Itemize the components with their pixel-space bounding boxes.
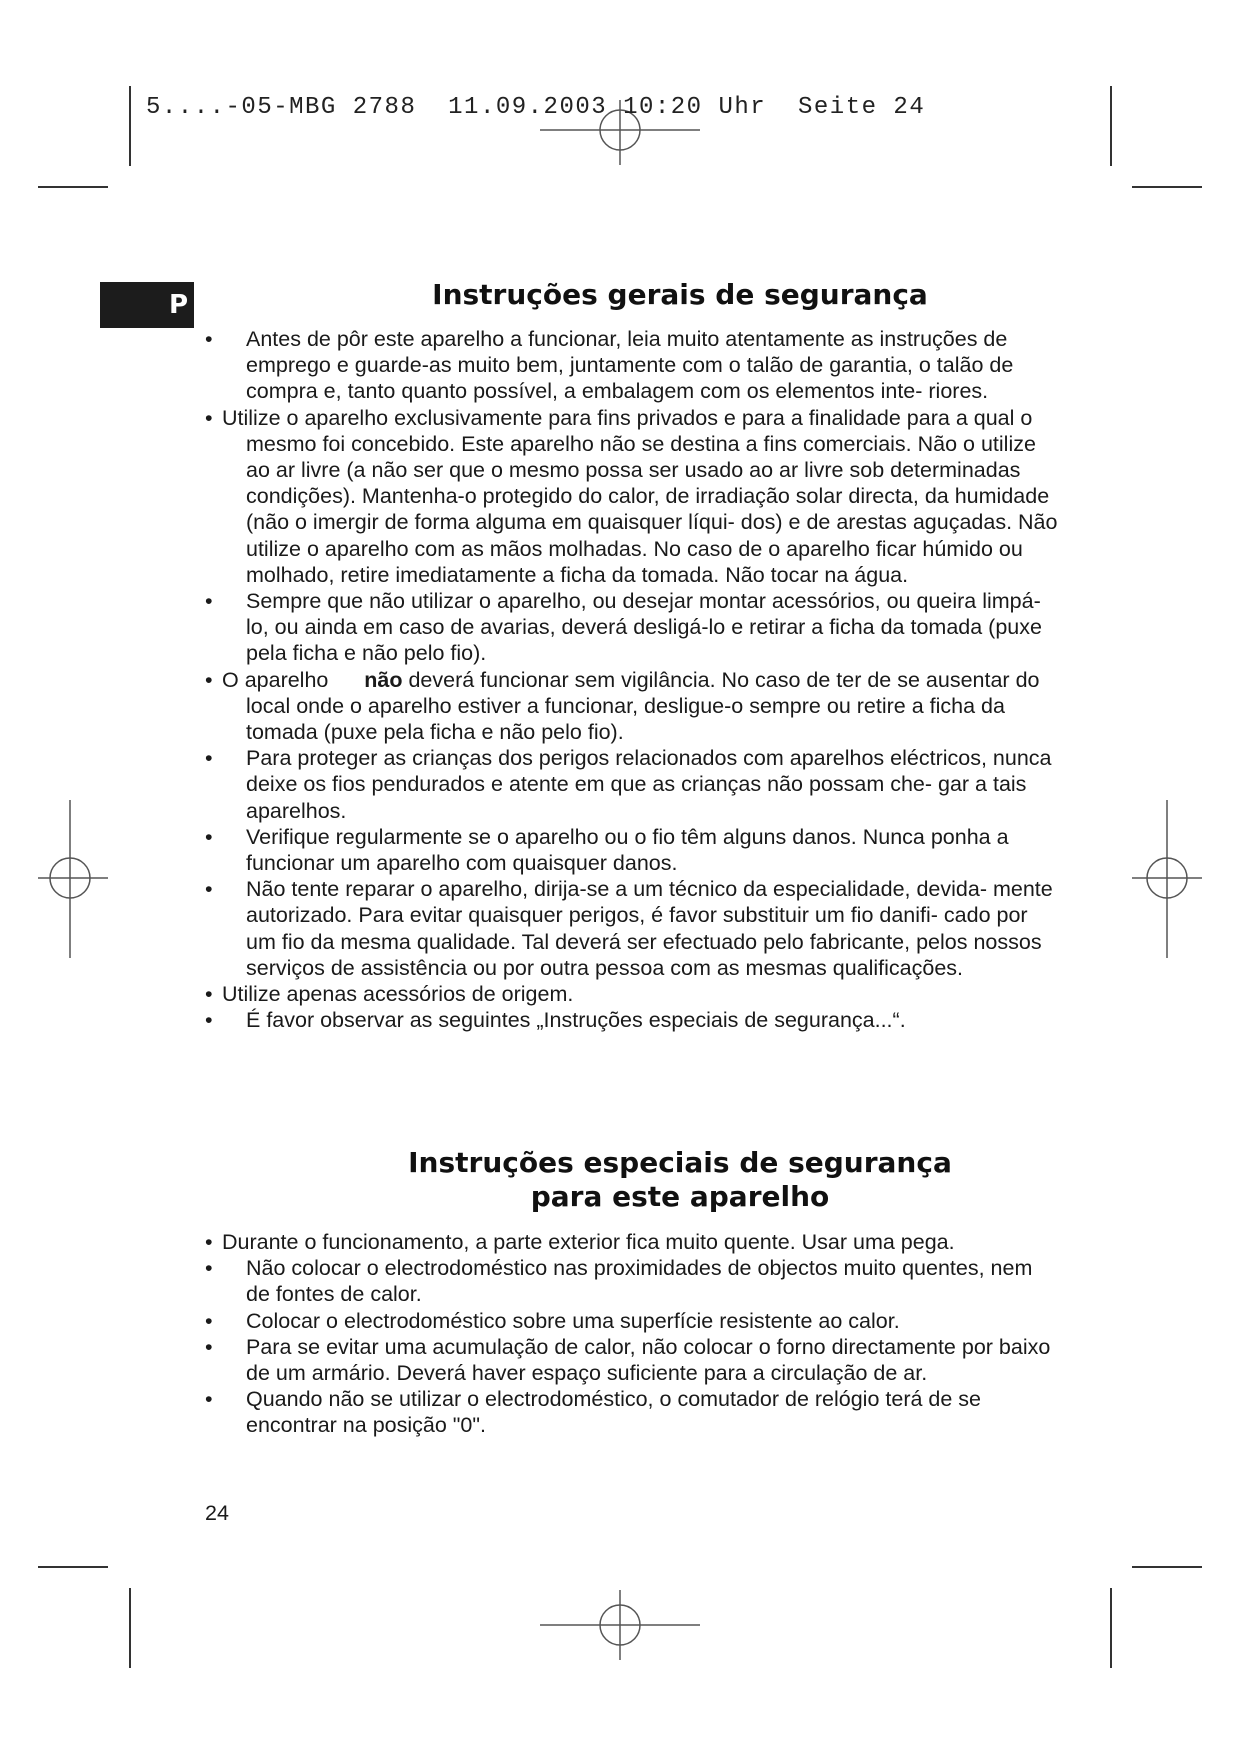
general-safety-list — [200, 326, 1060, 1033]
list-item: • Quando não se utilizar o electrodoméstico, o comutador de relógio terá de se encontrar na posição "0". — [205, 1387, 982, 1438]
page-number: 24 — [205, 1501, 229, 1525]
list-item: • Para proteger as crianças dos perigos relacionados com aparelhos eléctricos, nunca deixe os fios pendurados e atente em que as crianças não possam che- gar a tais aparelhos. — [205, 746, 1052, 823]
emphasis-nao: não — [364, 667, 403, 692]
list-item: • Verifique regularmente se o aparelho ou o fio têm alguns danos. Nunca ponha a funcionar um aparelho com quaisquer danos. — [205, 824, 1009, 876]
list-item: • Durante o funcionamento, a parte exterior fica muito quente. Usar uma pega. — [205, 1230, 955, 1254]
list-item: • O aparelho não deverá funcionar sem vigilância. No caso de ter de se ausentar do local onde o aparelho estiver a funcionar, desligue-o sempre ou retire a ficha da tomada (puxe pela ficha e não pelo fio). — [205, 667, 1040, 745]
list-item: • Para se evitar uma acumulação de calor, não colocar o forno directamente por baixo de um armário. Deverá haver espaço suficiente para a circulação de ar. — [205, 1334, 1051, 1386]
list-item: • Utilize apenas acessórios de origem. — [205, 982, 574, 1007]
language-tab: P — [100, 282, 194, 328]
list-item: • Não tente reparar o aparelho, dirija-se a um técnico da especialidade, devida- mente autorizado. Para evitar quaisquer perigos, é favor substituir um fio danifi- cado por um fio da mesma qualidade. Tal deverá ser efectuado pelo fabricante, pelos nossos serviços de assistência ou por outra pessoa com as mesmas qualificações. — [205, 877, 1053, 980]
print-slug: 5....-05-MBG 2788 11.09.2003 10:20 Uhr Seite 24 — [146, 94, 926, 121]
section-title-general: Instruções gerais de segurança — [432, 278, 928, 311]
special-safety-list — [200, 1229, 1060, 1439]
list-item: • Antes de pôr este aparelho a funcionar, leia muito atentamente as instruções de emprego e guarde-as muito bem, juntamente com o talão de garantia, o talão de compra e, tanto quanto possível, a embalagem com os elementos inte- riores. — [205, 327, 1014, 404]
list-item: • Sempre que não utilizar o aparelho, ou desejar montar acessórios, ou queira limpá-lo, ou ainda em caso de avarias, deverá desligá-lo e retirar a ficha da tomada (puxe pela ficha e não pelo fio). — [205, 589, 1042, 666]
list-item: • Utilize o aparelho exclusivamente para fins privados e para a finalidade para a qual o mesmo foi concebido. Este aparelho não se destina a fins comerciais. Não o utilize ao ar livre (a não ser que o mesmo possa ser usado ao ar livre sob determinadas condições). Mantenha-o protegido do calor, de irradiação solar directa, da humidade (não o imergir de forma alguma em quaisquer líqui- dos) e de arestas aguçadas. Não utilize o aparelho com as mãos molhadas. No caso de o aparelho ficar húmido ou molhado, retire imediatamente a ficha da tomada. Não tocar na água. — [205, 405, 1058, 587]
list-item: • Não colocar o electrodoméstico nas proximidades de objectos muito quentes, nem de fontes de calor. — [205, 1256, 1033, 1307]
list-item: • Colocar o electrodoméstico sobre uma superfície resistente ao calor. — [205, 1308, 900, 1333]
list-item: • É favor observar as seguintes „Instruções especiais de segurança...“. — [205, 1008, 906, 1033]
section-title-special: Instruções especiais de segurança para este aparelho — [408, 1146, 952, 1213]
